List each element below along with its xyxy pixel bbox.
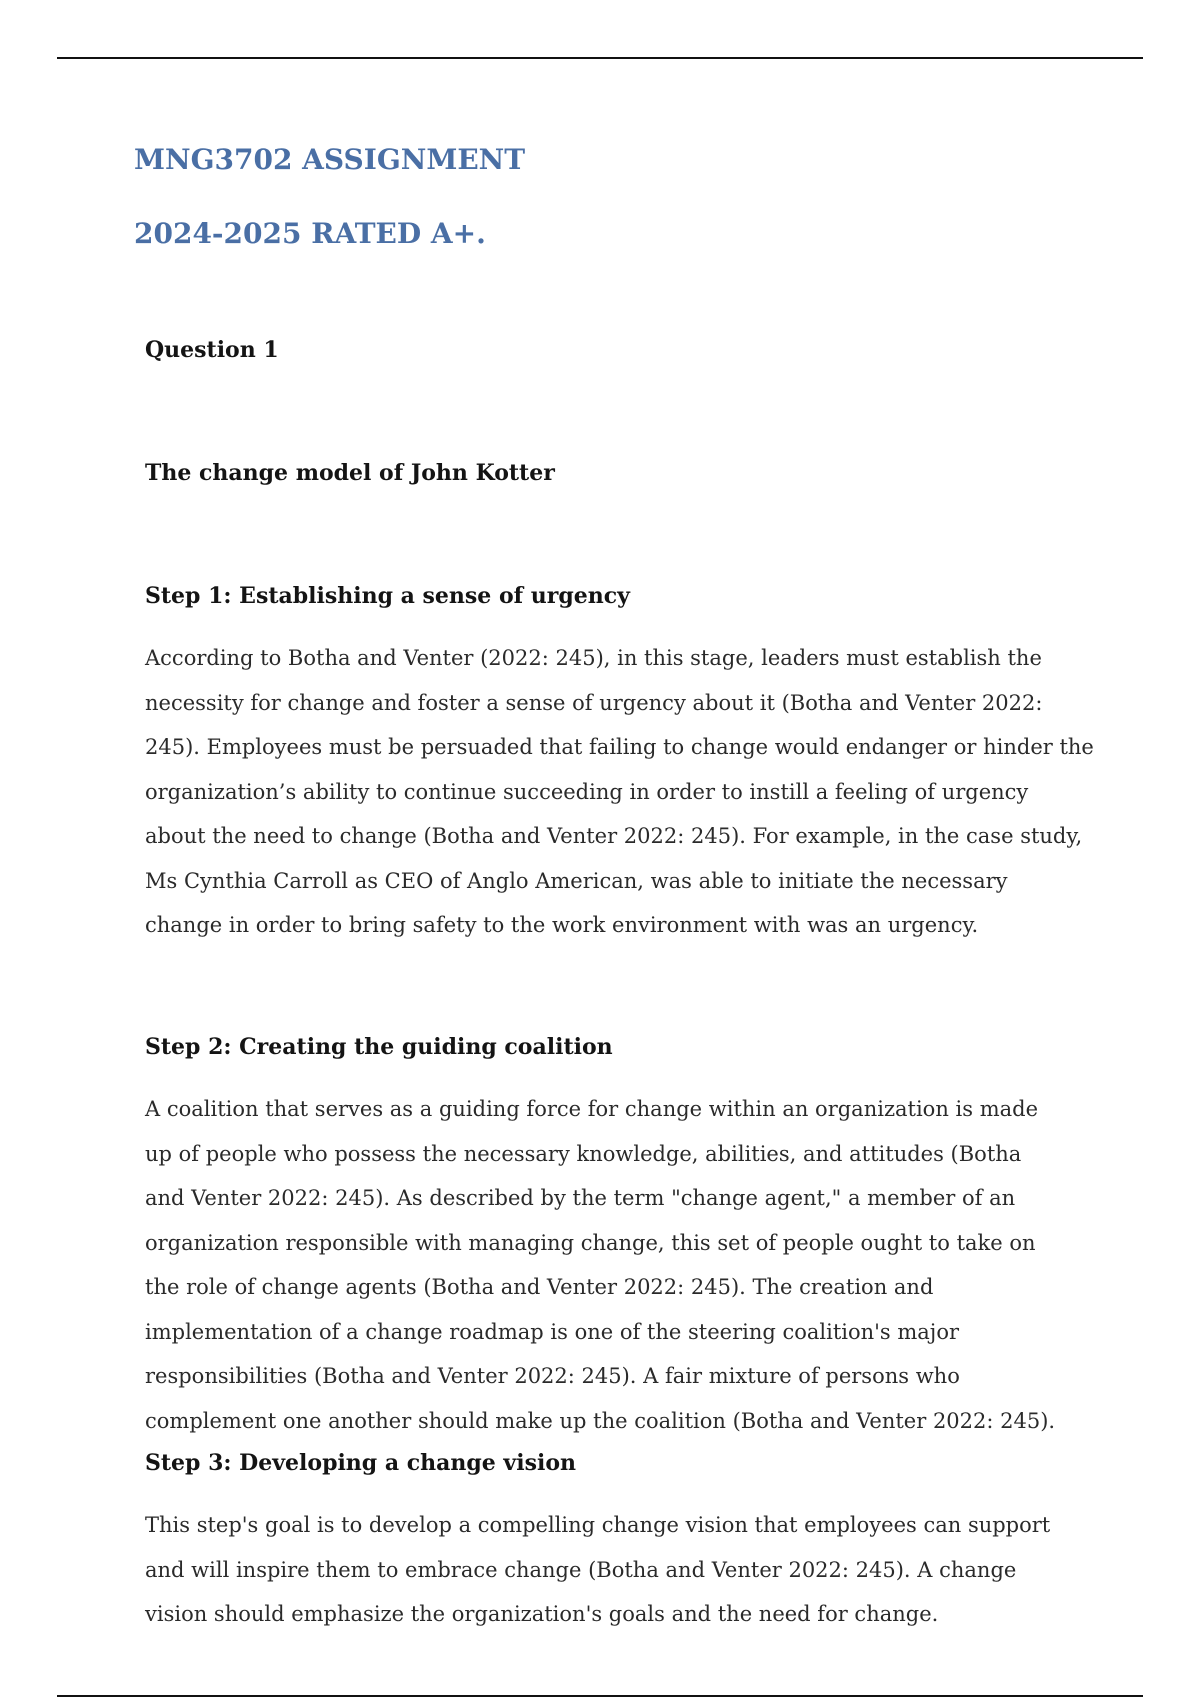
paragraph-line: Ms Cynthia Carroll as CEO of Anglo American, was able to initiate the necessary [145, 868, 1008, 893]
document-title-line-1: MNG3702 ASSIGNMENT [134, 143, 526, 176]
paragraph-line: 245). Employees must be persuaded that failing to change would endanger or hinder the [145, 735, 1094, 759]
question-label: Question 1 [145, 337, 279, 363]
paragraph-line: vision should emphasize the organization's goals and the need for change. [145, 1602, 939, 1626]
top-divider-line [57, 57, 1143, 59]
model-heading: The change model of John Kotter [145, 460, 555, 486]
paragraph-line: necessity for change and foster a sense of urgency about it (Botha and Venter 2022: [145, 690, 1043, 715]
paragraph-line: about the need to change (Botha and Venter 2022: 245). For example, in the case study, [145, 824, 1083, 848]
step-3-heading: Step 3: Developing a change vision [145, 1450, 576, 1476]
bottom-divider-line [57, 1695, 1143, 1697]
paragraph-line: up of people who possess the necessary knowledge, abilities, and attitudes (Botha [145, 1141, 1022, 1166]
document-title-line-2: 2024-2025 RATED A+. [134, 217, 486, 250]
step-2-paragraph [145, 1087, 1055, 1443]
paragraph-line: and will inspire them to embrace change (Botha and Venter 2022: 245). A change [145, 1557, 1017, 1582]
paragraph-line: and Venter 2022: 245). As described by the term "change agent," a member of an [145, 1186, 1016, 1210]
paragraph-line: implementation of a change roadmap is one of the steering coalition's major [145, 1319, 959, 1344]
paragraph-line: organization responsible with managing change, this set of people ought to take on [145, 1230, 1036, 1255]
paragraph-line: responsibilities (Botha and Venter 2022: 245). A fair mixture of persons who [145, 1364, 960, 1388]
paragraph-line: A coalition that serves as a guiding force for change within an organization is made [145, 1097, 1038, 1121]
step-2-heading: Step 2: Creating the guiding coalition [145, 1034, 613, 1060]
step-3-paragraph [145, 1503, 1050, 1637]
paragraph-line: complement one another should make up the coalition (Botha and Venter 2022: 245). [145, 1408, 1056, 1433]
step-1-heading: Step 1: Establishing a sense of urgency [145, 583, 630, 609]
step-1-paragraph [145, 636, 1094, 948]
paragraph-line: change in order to bring safety to the work environment with was an urgency. [145, 913, 979, 937]
paragraph-line: This step's goal is to develop a compelling change vision that employees can support [145, 1513, 1051, 1537]
paragraph-line: According to Botha and Venter (2022: 245), in this stage, leaders must establish the [145, 646, 1042, 670]
paragraph-line: organization’s ability to continue succeeding in order to instill a feeling of urgency [145, 779, 1029, 804]
paragraph-line: the role of change agents (Botha and Venter 2022: 245). The creation and [145, 1275, 934, 1299]
